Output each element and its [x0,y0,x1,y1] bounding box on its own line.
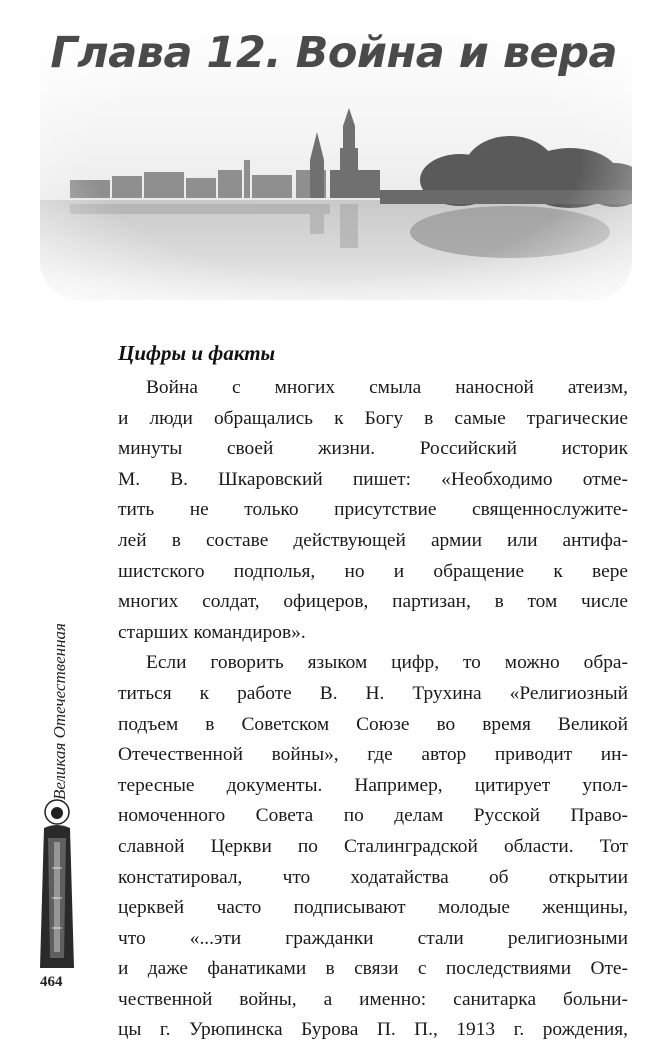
text-line: минуты своей жизни. Российский историк [118,438,628,460]
chapter-title: Глава 12. Война и вера [50,28,617,78]
body-text [118,373,628,1046]
text-line: Отечественной войны», где автор приводит ин- [118,744,628,766]
text-line: шистского подполья, но и обращение к вере [118,560,628,582]
section-heading: Цифры и факты [118,341,276,365]
text-line: Если говорить языком цифр, то можно обра- [146,652,628,674]
page-number: 464 [40,974,63,990]
text-line: М. В. Шкаровский пишет: «Необходимо отме- [118,468,628,490]
text-line: номоченного Совета по делам Русской Право- [118,805,628,827]
text-line: старших командиров». [118,621,306,643]
text-line: и даже фанатиками в связи с последствиями Оте- [118,958,628,980]
text-line: тересные документы. Например, цитирует упол- [118,774,628,796]
saint-figure-icon [34,798,80,974]
text-line: что «...эти гражданки стали религиозными [118,927,628,949]
text-line: лей в составе действующей армии или антифа- [118,529,628,551]
text-line: титься к работе В. Н. Трухина «Религиозный [118,682,628,704]
text-line: чественной войны, а именно: санитарка больни- [118,988,628,1010]
text-line: славной Церкви по Сталинградской области. Тот [118,835,628,857]
text-line: и люди обращались к Богу в самые трагические [118,407,628,429]
text-line: Война с многих смыла наносной атеизм, [146,377,628,398]
text-line: цы г. Урюпинска Бурова П. П., 1913 г. рождения, [118,1019,628,1041]
text-line: церквей часто подписывают молодые женщины, [118,897,628,919]
text-line: тить не только присутствие священнослужите- [118,499,628,521]
running-title: Великая Отечественная [50,623,69,800]
text-line: многих солдат, офицеров, партизан, в том числе [118,591,628,613]
text-line: констатировал, что ходатайства об открытии [118,866,628,888]
text-line: подъем в Советском Союзе во время Великой [118,713,628,735]
